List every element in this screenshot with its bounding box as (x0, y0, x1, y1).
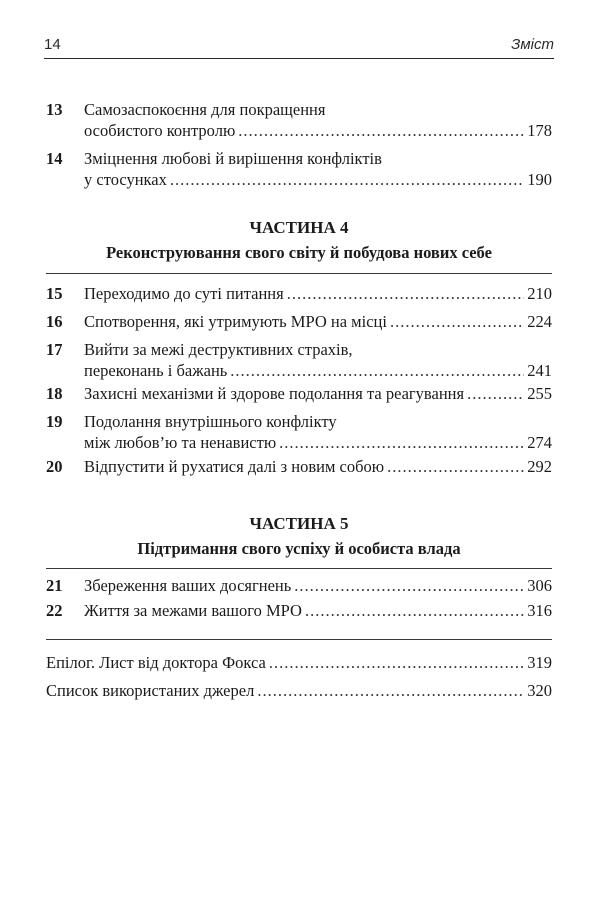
toc-entry-22[interactable] (46, 600, 552, 621)
chapter-title-line2: у стосунках (84, 170, 167, 189)
chapter-title-line1: Зміцнення любові й вирішення конфліктів (84, 149, 382, 168)
toc-entry-19[interactable] (46, 411, 552, 453)
chapter-number: 19 (46, 412, 63, 431)
back-matter-title: Епілог. Лист від доктора Фокса (46, 653, 266, 672)
back-matter-title: Список використаних джерел (46, 681, 255, 700)
chapter-page: 292 (527, 457, 552, 476)
chapter-page: 210 (527, 284, 552, 303)
chapter-number: 17 (46, 340, 63, 359)
chapter-title-line1: Подолання внутрішнього конфлікту (84, 412, 337, 431)
toc-entry-16[interactable] (46, 311, 552, 332)
part-5-heading (44, 513, 554, 560)
running-header (44, 34, 554, 59)
dot-leader (269, 652, 524, 673)
chapter-title-line1: Самозаспокоєння для покращення (84, 100, 326, 119)
toc-entry-21[interactable] (46, 575, 552, 596)
dot-leader (279, 432, 524, 453)
chapter-title: Збереження ваших досягнень (84, 576, 292, 595)
part-title: ЧАСТИНА 4 (249, 218, 349, 237)
toc-entry-epilogue[interactable] (46, 652, 552, 673)
chapter-title-line2: особистого контролю (84, 121, 236, 140)
chapter-number: 16 (46, 312, 63, 331)
dot-leader (467, 383, 524, 404)
chapter-title: Переходимо до суті питання (84, 284, 284, 303)
divider (46, 639, 552, 640)
chapter-page: 178 (527, 121, 552, 140)
dot-leader (257, 680, 524, 701)
chapter-number: 21 (46, 576, 63, 595)
chapter-page: 224 (527, 312, 552, 331)
dot-leader (238, 120, 524, 141)
chapter-title: Відпустити й рухатися далі з новим собою (84, 457, 385, 476)
part-title: ЧАСТИНА 5 (249, 514, 349, 533)
chapter-number: 15 (46, 284, 63, 303)
page-number: 14 (44, 36, 61, 53)
part-subtitle: Підтримання свого успіху й особиста влада (137, 539, 461, 558)
chapter-number: 18 (46, 384, 63, 403)
chapter-page: 255 (527, 384, 552, 403)
dot-leader (294, 575, 524, 596)
toc-entry-14[interactable] (46, 148, 552, 190)
divider (46, 568, 552, 569)
chapter-title-line1: Вийти за межі деструктивних страхів, (84, 340, 353, 359)
chapter-page: 316 (527, 601, 552, 620)
divider (46, 273, 552, 274)
chapter-page: 190 (527, 170, 552, 189)
back-matter-page: 319 (527, 653, 552, 672)
chapter-number: 20 (46, 457, 63, 476)
dot-leader (305, 600, 524, 621)
chapter-number: 14 (46, 149, 63, 168)
toc-entry-17[interactable] (46, 339, 552, 381)
chapter-number: 13 (46, 100, 63, 119)
toc-entry-15[interactable] (46, 283, 552, 304)
dot-leader (287, 283, 525, 304)
toc-entry-13[interactable] (46, 99, 552, 141)
chapter-title: Захисні механізми й здорове подолання та реагування (84, 384, 465, 403)
dot-leader (390, 311, 524, 332)
chapter-page: 274 (527, 433, 552, 452)
back-matter-page: 320 (527, 681, 552, 700)
dot-leader (387, 456, 524, 477)
toc-entry-18[interactable] (46, 383, 552, 404)
chapter-title: Життя за межами вашого МРО (84, 601, 302, 620)
chapter-title-line2: переконань і бажань (84, 361, 228, 380)
chapter-number: 22 (46, 601, 63, 620)
toc-entry-references[interactable] (46, 680, 552, 701)
dot-leader (170, 169, 524, 190)
chapter-page: 241 (527, 361, 552, 380)
dot-leader (230, 360, 524, 381)
part-subtitle: Реконструювання свого світу й побудова нових себе (106, 243, 492, 262)
part-4-heading (44, 217, 554, 264)
toc-entry-20[interactable] (46, 456, 552, 477)
chapter-title: Спотворення, які утримують МРО на місці (84, 312, 387, 331)
chapter-page: 306 (527, 576, 552, 595)
chapter-title-line2: між любов’ю та ненавистю (84, 433, 277, 452)
section-title: Зміст (511, 36, 554, 53)
